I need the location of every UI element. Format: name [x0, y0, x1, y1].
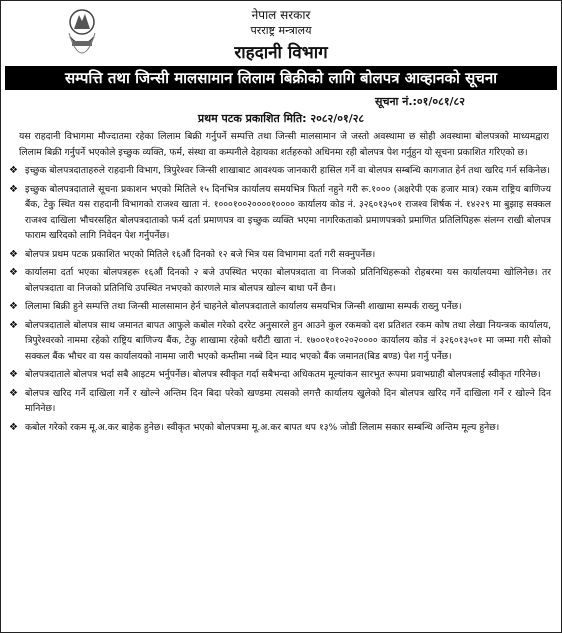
condition-item [7, 367, 551, 383]
conditions-list [7, 163, 551, 435]
government-name: नेपाल सरकार [251, 8, 311, 22]
bullet-icon: ❖ [9, 267, 18, 278]
bullet-icon: ❖ [9, 248, 18, 260]
condition-text: इच्छुक बोलपत्रदाताहरुले राहदानी विभाग, त्रिपुरेश्वर जिन्सी शाखाबाट आवश्यक जानकारी हासिल गर्ने वा बोलपत्र सम्बन्धि कागजात हेर्न तथा खरिद गर्न सकिनेछ। [25, 165, 551, 176]
condition-item [7, 420, 551, 436]
nepal-emblem-icon [65, 7, 99, 55]
first-published-date: प्रथम पटक प्रकाशित मिति: २०८२/०१/२८ [197, 112, 365, 125]
bullet-icon: ❖ [9, 421, 18, 433]
bullet-icon: ❖ [9, 319, 18, 331]
bullet-icon: ❖ [9, 183, 18, 195]
department-name: राहदानी विभाग [234, 43, 328, 63]
condition-text: इच्छुक बोलपत्रदाताले सूचना प्रकाशन भएको मितिले १५ दिनभित्र कार्यालय समयभित्र फिर्ता नहुने गरी रू.१००० (अक्षरेपी एक हजार मात्र) रकम राष्ट्रिय बाणिज्य बैंक, टेकु स्थित यस राहदानी विभागको राजश्व खाता नं. १०००१००२००००१०००० कार्यालय कोड नं. ३२६०१३५०१ राजश्व शिर्षक नं. १४२२९ मा बुझाइ सक्कल राजश्व दाखिला भौचरसहित बोलपत्रदाताको फर्म दर्ता प्रमाणपत्र वा इच्छुक व्यक्ति भएमा नागरिकताको प्रमाणपत्रको प्रमाणित प्रतिलिपिहरू संलग्न राखी बोलपत्र फाराम खरिदको लागि निवेदन पेश गर्नुपर्नेछ। [25, 183, 551, 241]
bullet-icon: ❖ [9, 165, 18, 176]
notice-title: सम्पत्ति तथा जिन्सी मालसामान लिलाम बिक्रीको लागि बोलपत्र आव्हानको सूचना [5, 66, 557, 90]
condition-text: बोलपत्र खरिद गर्ने दाखिला गर्ने र खोल्ने अन्तिम दिन बिदा परेको खण्डमा त्यसको लगत्तै कार्यालय खुलेको दिन बोलपत्र खरिद गर्ने दाखिला गर्ने र खोल्ने दिन मानिनेछ। [25, 387, 551, 414]
notice-number: सूचना नं.:०१/०८१/८२ [375, 95, 465, 108]
bullet-icon: ❖ [9, 369, 18, 380]
condition-text: बोलपत्रदाताले बोलपत्र साथ जमानत बापत आफुले कबोल गरेको दररेट अनुसारले हुन आउने कुल रकमको दश प्रतिशत रकम कोष तथा लेखा नियन्त्रक कार्यालय, त्रिपुरेश्वरको नाममा रहेको राष्ट्रिय बाणिज्य बैंक, टेकु शाखामा रहेको धरौटी खाता नं. १७००१०१०२०२०००० कार्यालय कोड नं ३२६०१३५०१ मा जम्मा गरी सोको सक्कल बैंक भौचर वा यस कार्यालयको नाममा जारी भएको कम्तीमा नब्बे दिन म्याद भएको बैंक जमानत(बिड बण्ड) पेश गर्नु पर्नेछ। [25, 319, 551, 362]
ministry-name: परराष्ट्र मन्त्रालय [250, 24, 312, 37]
condition-text: बोलपत्रदाताले बोलपत्र भर्दा सबै आइटम भर्नुपर्नेछ। बोलपत्र स्वीकृत गर्दा सबैभन्दा अधिकतम मूल्यांकन सारभुत रूपमा प्रवाभग्राही बोलपत्रलाई स्वीकृत गरिनेछ। [25, 369, 541, 380]
condition-item [7, 386, 551, 417]
condition-text: बोलपत्र प्रथम पटक प्रकाशित भएको मितिले १६औं दिनको १२ बजे भित्र यस विभागमा दर्ता गरी सक्नुपर्नेछ। [25, 248, 376, 260]
intro-paragraph: यस राहदानी विभागमा मौज्दातमा रहेका लिलाम बिक्री गर्नुपर्ने सम्पत्ति तथा जिन्सी मालसामान जे जस्तो अवस्थामा छ सोही अवस्थामा बोलपत्रको माध्यमद्वारा लिलाम बिक्री गर्नुपर्ने भएकोले इच्छुक व्यक्ति, फर्म, संस्था वा कम्पनीले देहायका शर्तहरुको अधिनमा रही बोलपत्र पेश गर्नुहुन यो सूचना प्रकाशित गरिएको छ। [19, 131, 549, 158]
condition-text: कबोल गरेको रकम मू.अ.कर बाहेक हुनेछ। स्वीकृत भएको बोलपत्रमा मू.अ.कर बापत थप १३% जोडी लिलाम सकार सम्बन्धि अन्तिम मूल्य हुनेछ। [25, 421, 500, 433]
condition-item [7, 163, 551, 179]
bullet-icon: ❖ [9, 301, 18, 312]
condition-item [7, 299, 551, 315]
bullet-icon: ❖ [9, 387, 18, 399]
condition-item [7, 247, 551, 263]
condition-item [7, 265, 551, 296]
condition-text: कार्यालमा दर्ता भएका बोलपत्रहरू १६औं दिनको २ बजे उपस्थित भएका बोलपत्रदाता वा निजको प्रतिनिधिहरूको रोहबरमा यस कार्यालयमा खोलिनेछ। तर बोलपत्रदाता वा निजको प्रतिनिधि उपस्थित नभएको कारणले मात्र बोलपत्र खोल्न बाधा पर्ने छैन। [25, 267, 551, 294]
condition-item [7, 318, 551, 365]
condition-item [7, 182, 551, 244]
condition-text: लिलामा बिक्री हुने सम्पत्ति तथा जिन्सी मालसामान हेर्न चाहनेले बोलपत्रदाताले कार्यालय समयभित्र जिन्सी शाखामा सम्पर्क राख्नु पर्नेछ। [25, 301, 462, 312]
